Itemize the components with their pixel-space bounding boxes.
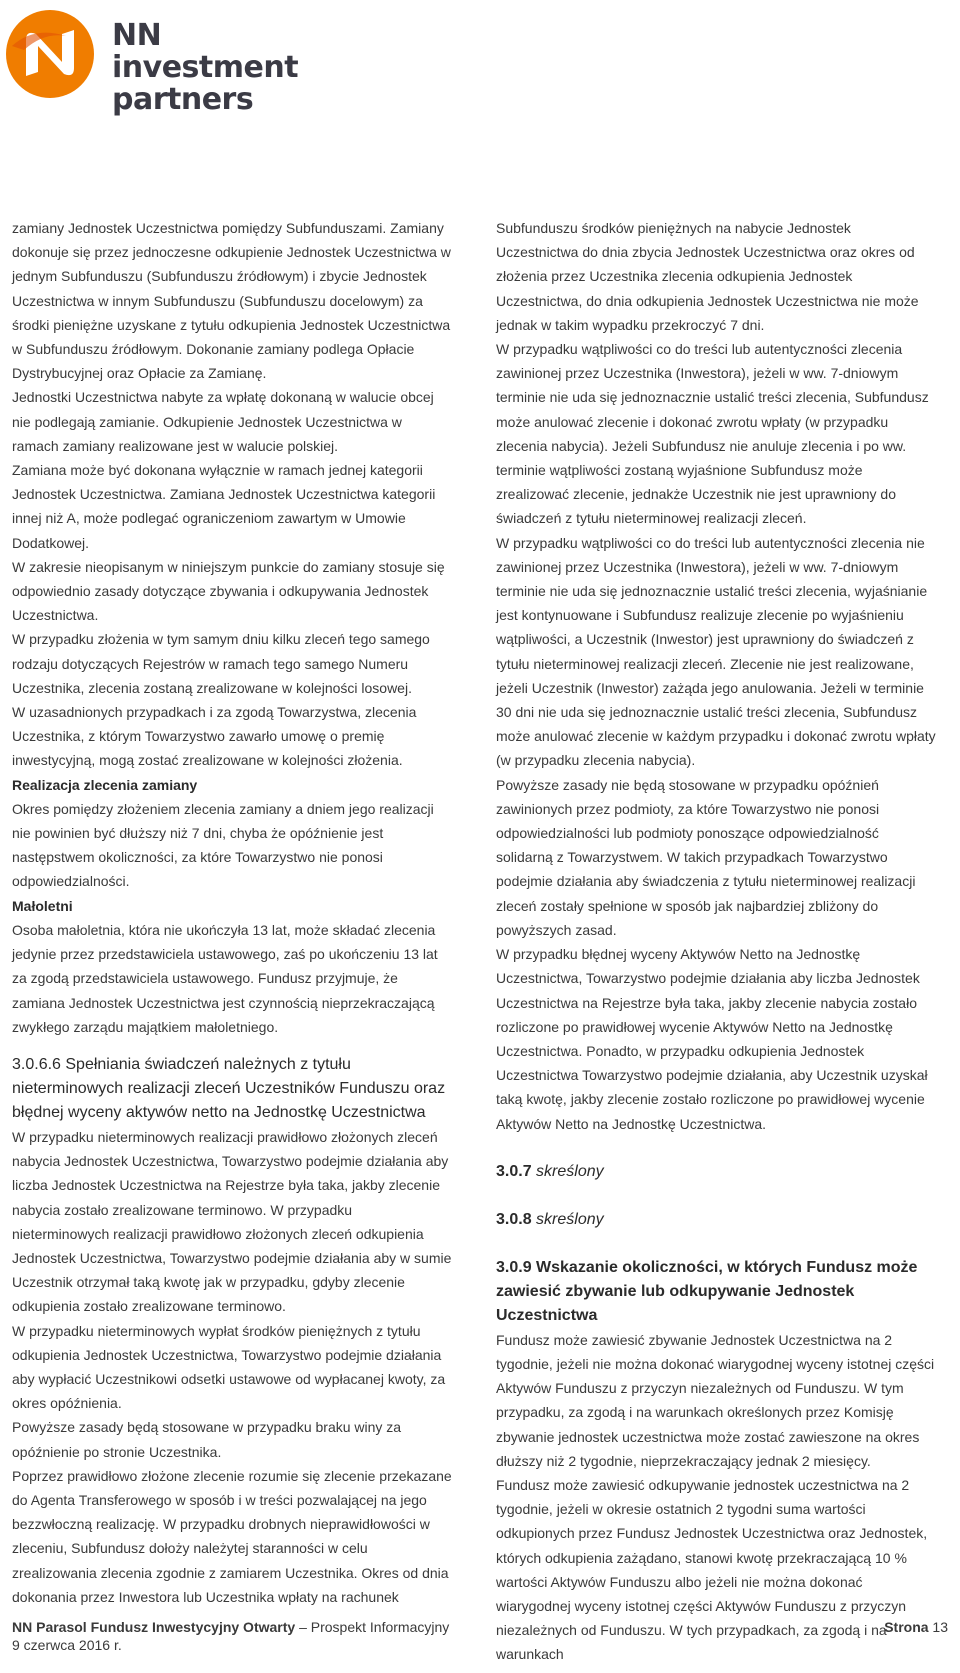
section-status: skreślony [536,1210,604,1228]
page-number [884,1618,948,1636]
page-num: 13 [932,1619,948,1635]
paragraph: Jednostki Uczestnictwa nabyte za wpłatę dokonaną w walucie obcej nie podlegają zamianie. Odkupienie Jednostek Uczestnictwa w ramach zamiany realizowane jest w walucie polskiej. [12,389,434,454]
paragraph: W przypadku złożenia w tym samym dniu kilku zleceń tego samego rodzaju dotyczących Rejestrów w ramach tego samego Numeru Uczestnika, zlecenia zostaną zrealizowane w kolejności losowej. [12,631,430,696]
subheading-realizacja: Realizacja zlecenia zamiany [12,776,198,793]
paragraph: Poprzez prawidłowo złożone zlecenie rozumie się zlecenie przekazane do Agenta Transferowego w sposób i w treści pozwalającej na jego bezzwłoczną realizację. W przypadku drobnych nieprawidłowości w zleceniu, Subfundusz dołoży należytej staranności w celu zrealizowania zlecenia zgodnie z zamiarem Uczestnika. Okres od dnia dokonania przez Inwestora lub Uczestnika wpłaty na rachunek [12,1467,452,1605]
right-column [496,216,936,1667]
paragraph: W przypadku nieterminowych realizacji prawidłowo złożonych zleceń nabycia Jednostek Uczestnictwa, Towarzystwo podejmie działania aby liczba Jednostek Uczestnictwa na Rejestrze była taka, jakby zlecenie nabycia zostało zrealizowane terminowo. W przypadku nieterminowych realizacji prawidłowo złożonych zleceń odkupienia Jednostek Uczestnictwa, Towarzystwo podejmie działania aby w sumie Uczestnik otrzymał taką kwotę jak w przypadku, gdyby zlecenie odkupienia zostało zrealizowane terminowo. [12,1128,452,1315]
brand-line-2: partners [112,82,254,117]
paragraph: W przypadku wątpliwości co do treści lub autentyczności zlecenia zawinionej przez Uczestnika (Inwestora), jeżeli w ww. 7-dniowym terminie nie uda się jednoznacznie ustalić treści zlecenia, Subfundusz może anulować zlecenie i dokonać zwrotu wpłaty (w przypadku zlecenia nabycia). Jeżeli Subfundusz nie anuluje zlecenia i po ww. terminie wątpliwości zostaną wyjaśnione Subfundusz może zrealizować zlecenie, jednakże Uczestnik nie jest uprawniony do świadczeń z tytułu nieterminowej realizacji zleceń. [496,341,929,527]
footer-fund-name: NN Parasol Fundusz Inwestycyjny Otwarty [12,1619,296,1635]
paragraph: W zakresie nieopisanym w niniejszym punkcie do zamiany stosuje się odpowiednio zasady dotyczące zbywania i odkupywania Jednostek Uczestnictwa. [12,558,445,624]
paragraph: W przypadku nieterminowych wypłat środków pieniężnych z tytułu odkupienia Jednostek Uczestnictwa, Towarzystwo podejmie działania aby wypłacić Uczestnikowi odsetki ustawowe od wypłacanej kwoty, za okres opóźnienia. [12,1322,446,1412]
paragraph: Fundusz może zawiesić zbywanie Jednostek Uczestnictwa na 2 tygodnie, jeżeli nie można dokonać wiarygodnej wyceny istotnej części Aktywów Funduszu z przyczyn niezależnych od Funduszu. W tym przypadku, za zgodą i na warunkach określonych przez Komisję zbywanie jednostek uczestnictwa może zostać zawieszone na okres dłuższy niż 2 tygodnie, nieprzekraczający jednak 2 miesięcy. [496,1331,935,1469]
paragraph: Powyższe zasady będą stosowane w przypadku braku winy za opóźnienie po stronie Uczestnika. [12,1419,402,1460]
paragraph: zamiany Jednostek Uczestnictwa pomiędzy Subfunduszami. Zamiany dokonuje się przez jednoczesne odkupienie Jednostek Uczestnictwa w jednym Subfunduszu (Subfunduszu źródłowym) i zbycie Jednostek Uczestnictwa w innym Subfunduszu (Subfunduszu docelowym) za środki pieniężne uzyskane z tytułu odkupienia Jednostek Uczestnictwa w Subfunduszu źródłowym. Dokonanie zamiany podlega Opłacie Dystrybucyjnej oraz Opłacie za Zamianę. [12,220,451,382]
paragraph: W uzasadnionych przypadkach i za zgodą Towarzystwa, zlecenia Uczestnika, z którym Towarzystwo zawarło umowę o premię inwestycyjną, mogą zostać zrealizowane w kolejności złożenia. [12,704,417,769]
paragraph: Subfunduszu środków pieniężnych na nabycie Jednostek Uczestnictwa do dnia zbycia Jednostek Uczestnictwa oraz okres od złożenia przez Uczestnika zlecenia odkupienia Jednostek Uczestnictwa, do dnia odkupienia Jednostek Uczestnictwa nie może jednak w takim wypadku przekroczyć 7 dni. [496,220,919,333]
left-column [12,216,452,1609]
footer-date: 9 czerwca 2016 r. [12,1637,122,1653]
section-status: skreślony [536,1162,604,1180]
page-footer [12,1618,948,1654]
paragraph: Fundusz może zawiesić odkupywanie jednostek uczestnictwa na 2 tygodnie, jeżeli w okresie ostatnich 2 tygodni suma wartości odkupionych przez Fundusz Jednostek Uczestnictwa oraz Jednostek, których odkupienia zażądano, stanowi kwotę przekraczającą 10 % wartości Aktywów Funduszu albo jeżeli nie można dokonać wiarygodnej wyceny istotnej części Aktywów Funduszu z przyczyn niezależnych od Funduszu. W tych przypadkach, za zgodą i na warunkach [496,1476,928,1663]
section-heading-3066: 3.0.6.6 Spełniania świadczeń należnych z tytułu nieterminowych realizacji zleceń Uczestników Funduszu oraz błędnej wyceny aktywów netto na Jednostkę Uczestnictwa [12,1055,446,1121]
footer-doc-title: – Prospekt Informacyjny [299,1619,450,1635]
paragraph: W przypadku wątpliwości co do treści lub autentyczności zlecenia nie zawinionej przez Uczestnika (Inwestora), jeżeli w ww. 7-dniowym terminie nie uda się jednoznacznie ustalić treści zlecenia, wyjaśnianie jest kontynuowane i Subfundusz realizuje zlecenie po wyjaśnieniu wątpliwości, a Uczestnik (Inwestor) jest uprawniony do świadczeń z tytułu nieterminowej realizacji zleceń. Zlecenie nie jest realizowane, jeżeli Uczestnik (Inwestor) zażąda jego anulowania. Jeżeli w terminie 30 dni nie uda się jednoznacznie ustalić treści zlecenia, Subfundusz może anulować zlecenie w każdym przypadku i dokonać zwrotu wpłaty (w przypadku zlecenia nabycia). [496,534,936,769]
brand-line-1: NN investment [112,18,299,85]
nn-logo[interactable] [4,6,334,117]
section-heading-308 [496,1208,936,1232]
paragraph: W przypadku błędnej wyceny Aktywów Netto na Jednostkę Uczestnictwa, Towarzystwo podejmie działania aby liczba Jednostek Uczestnictwa na Rejestrze była taka, jakby zlecenie nabycia zostało rozliczone po prawidłowej wycenie Aktywów Netto na Jednostkę Uczestnictwa. Ponadto, w przypadku odkupienia Jednostek Uczestnictwa Towarzystwo podejmie działania, aby Uczestnik uzyskał taką kwotę, jakby zlecenie zostało rozliczone po prawidłowej wycenie Aktywów Netto na Jednostkę Uczestnictwa. [496,946,928,1132]
page-label: Strona [884,1619,929,1635]
section-number: 3.0.7 [496,1162,532,1180]
section-heading-309: 3.0.9 Wskazanie okoliczności, w których Fundusz może zawiesić zbywanie lub odkupywanie Jednostek Uczestnictwa [496,1258,918,1324]
paragraph: Zamiana może być dokonana wyłącznie w ramach jednej kategorii Jednostek Uczestnictwa. Zamiana Jednostek Uczestnictwa kategorii innej niż A, może podlegać ograniczeniom zawartym w Umowie Dodatkowej. [12,462,436,551]
subheading-maloletni: Małoletni [12,897,73,914]
section-heading-307 [496,1160,936,1184]
brand-wordmark [112,20,334,116]
section-number: 3.0.8 [496,1210,532,1228]
paragraph: Osoba małoletnia, która nie ukończyła 13 lat, może składać zlecenia jedynie przez przedstawiciela ustawowego, zaś po ukończeniu 13 lat za zgodą przedstawiciela ustawowego. Fundusz przyjmuje, że zamiana Jednostek Uczestnictwa jest czynnością nieprzekraczającą zwykłego zarządu majątkiem małoletniego. [12,921,438,1035]
paragraph: Powyższe zasady nie będą stosowane w przypadku opóźnień zawinionych przez podmioty, za które Towarzystwo nie ponosi odpowiedzialności lub podmioty ponoszące odpowiedzialność solidarną z Towarzystwem. W takich przypadkach Towarzystwo podejmie działania aby świadczenia z tytułu nieterminowej realizacji zleceń zostały spełnione w sposób jak najbardziej zbliżony do powyższych zasad. [496,776,916,938]
nn-lion-icon [4,6,100,102]
paragraph: Okres pomiędzy złożeniem zlecenia zamiany a dniem jego realizacji nie powinien być dłuższy niż 7 dni, chyba że opóźnienie jest następstwem okoliczności, za które Towarzystwo nie ponosi odpowiedzialności. [12,800,434,890]
